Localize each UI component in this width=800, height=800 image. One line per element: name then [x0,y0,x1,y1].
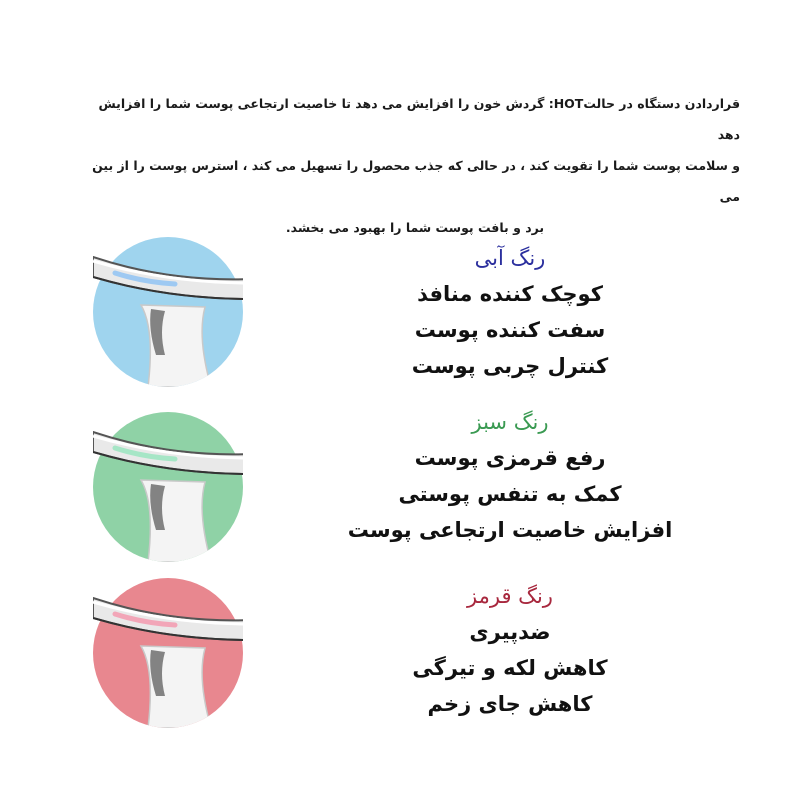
feature-item: کاهش جای زخم [427,692,593,716]
intro-line: قراردادن دستگاه در حالتHOT: گردش خون را افزایش می دهد تا خاصیت ارتجاعی پوست شما را افزایش دهد [98,96,740,142]
device-icon [93,578,243,728]
feature-item: ضدپیری [469,620,551,644]
mode-title: رنگ آبی [474,246,546,270]
green-mode-image [93,412,243,562]
feature-item: کاهش لکه و تیرگی [412,656,608,680]
feature-item: سفت کننده پوست [414,318,606,342]
device-icon [93,412,243,562]
feature-list [300,614,720,722]
green-mode-features [300,410,720,548]
mode-title: رنگ قرمز [467,584,553,608]
intro-paragraph [90,88,740,243]
blue-mode-image [93,237,243,387]
intro-line: برد و بافت پوست شما را بهبود می بخشد. [285,220,545,235]
feature-list [300,440,720,548]
device-icon [93,237,243,387]
red-mode-image [93,578,243,728]
red-mode-features [300,584,720,722]
blue-mode-features [300,246,720,384]
intro-line: و سلامت پوست شما را تقویت کند ، در حالی که جذب محصول را تسهیل می کند ، استرس پوست را از بین می [92,158,740,204]
feature-item: کنترل چربی پوست [411,354,609,378]
feature-item: افزایش خاصیت ارتجاعی پوست [347,518,673,542]
feature-list [300,276,720,384]
mode-title: رنگ سبز [471,410,549,434]
feature-item: کمک به تنفس پوستی [398,482,622,506]
feature-item: کوچک کننده منافذ [417,282,603,306]
feature-item: رفع قرمزی پوست [414,446,606,470]
